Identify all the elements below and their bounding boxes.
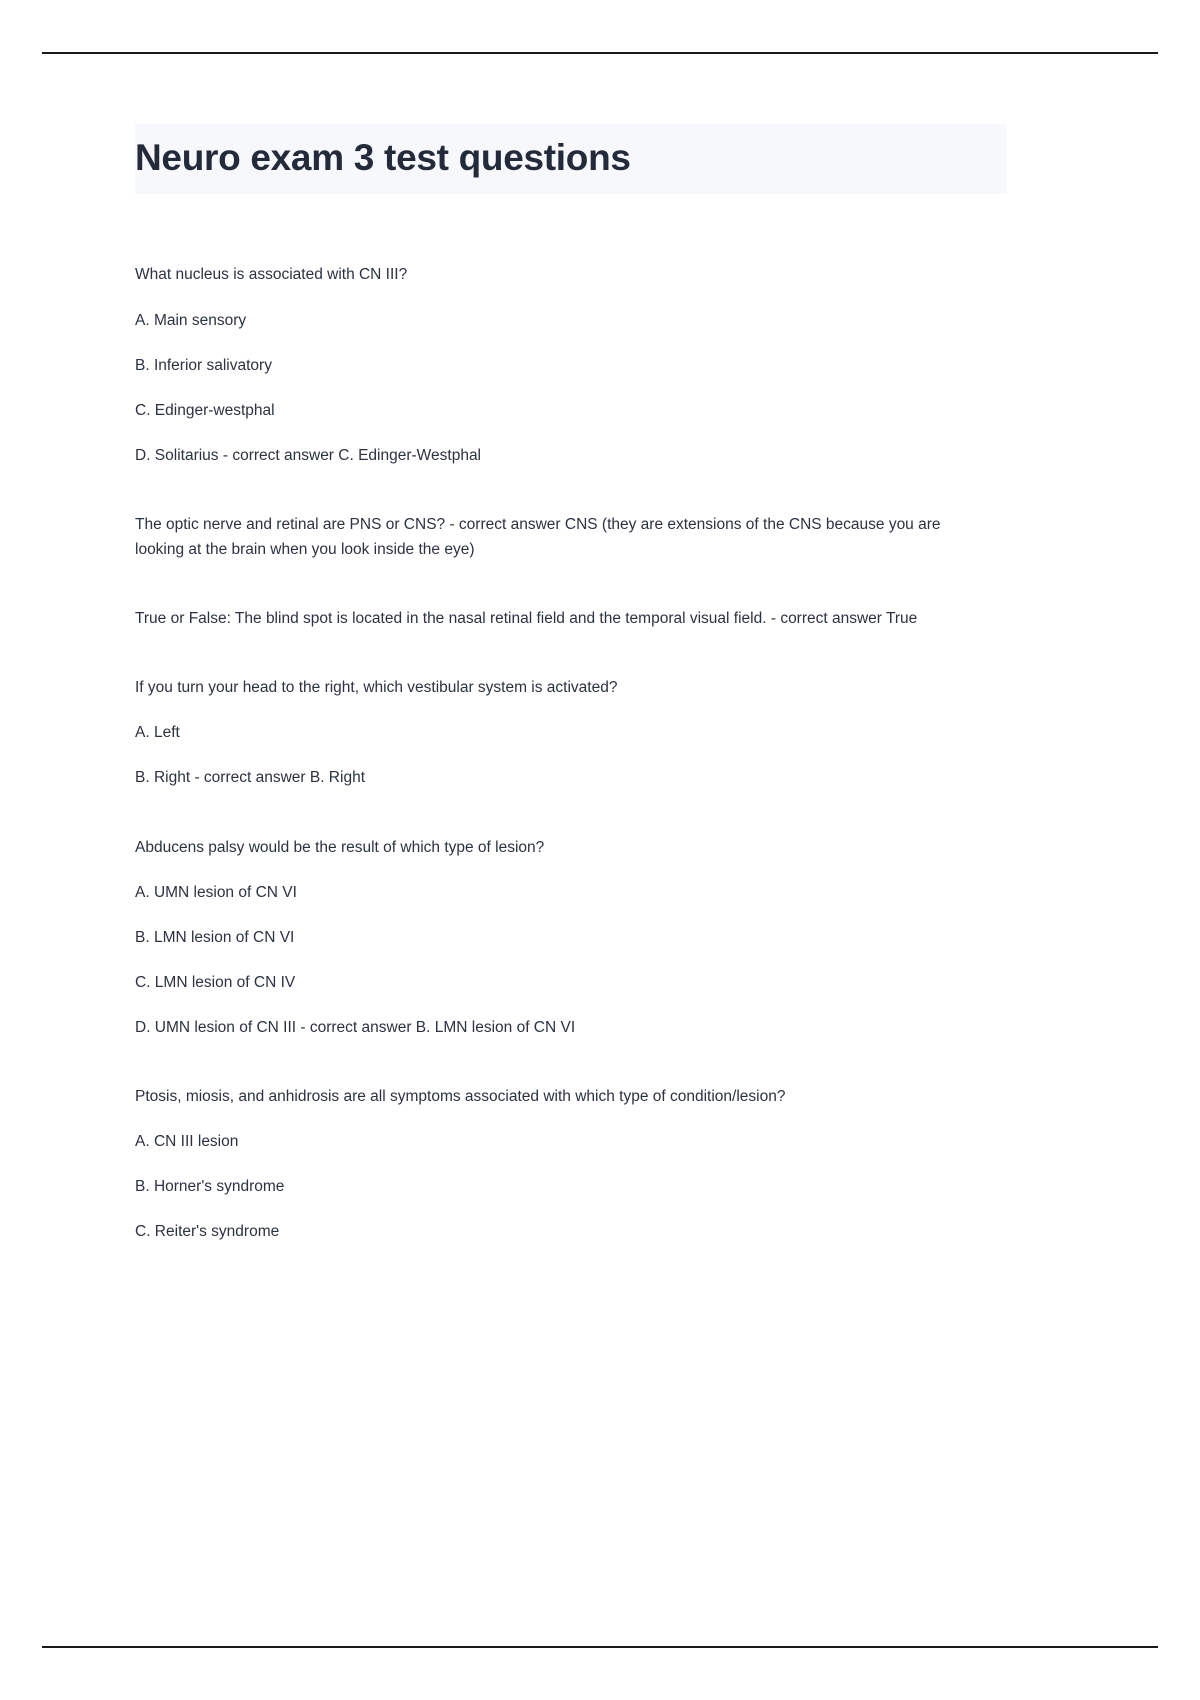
question-item — [135, 675, 1007, 790]
question-option: A. Main sensory — [135, 311, 247, 329]
question-option: C. LMN lesion of CN IV — [135, 973, 296, 991]
question-option: A. Left — [135, 724, 180, 742]
question-stem: If you turn your head to the right, which vestibular system is activated? — [135, 679, 618, 697]
question-stem: What nucleus is associated with CN III? — [135, 266, 408, 284]
question-item — [135, 512, 1007, 562]
page-title: Neuro exam 3 test questions — [135, 137, 631, 178]
title-banner — [135, 124, 1007, 194]
question-stem: Abducens palsy would be the result of which type of lesion? — [135, 838, 545, 856]
question-option: A. UMN lesion of CN VI — [135, 883, 297, 901]
question-list — [135, 262, 1007, 1244]
question-item — [135, 606, 1007, 631]
question-stem: The optic nerve and retinal are PNS or CNS? - correct answer CNS (they are extensions of the CNS because you are looking at the brain when you look inside the eye) — [135, 515, 941, 559]
question-option: B. Inferior salivatory — [135, 356, 272, 374]
document-content — [135, 124, 1007, 1245]
question-item — [135, 262, 1007, 468]
question-item — [135, 835, 1007, 1041]
question-option: C. Edinger-westphal — [135, 401, 275, 419]
footer-divider — [42, 1646, 1158, 1648]
question-option: D. UMN lesion of CN III - correct answer B. LMN lesion of CN VI — [135, 1019, 576, 1037]
question-option: A. CN III lesion — [135, 1133, 239, 1151]
question-stem: True or False: The blind spot is located in the nasal retinal field and the temporal visual field. - correct answer True — [135, 610, 918, 628]
question-item — [135, 1084, 1007, 1244]
question-stem: Ptosis, miosis, and anhidrosis are all symptoms associated with which type of condition/lesion? — [135, 1088, 786, 1106]
question-option: C. Reiter's syndrome — [135, 1223, 280, 1241]
header-divider — [42, 52, 1158, 54]
question-option: B. LMN lesion of CN VI — [135, 928, 295, 946]
question-option: B. Horner's syndrome — [135, 1178, 285, 1196]
question-option: B. Right - correct answer B. Right — [135, 769, 365, 787]
question-option: D. Solitarius - correct answer C. Edinger-Westphal — [135, 446, 482, 464]
